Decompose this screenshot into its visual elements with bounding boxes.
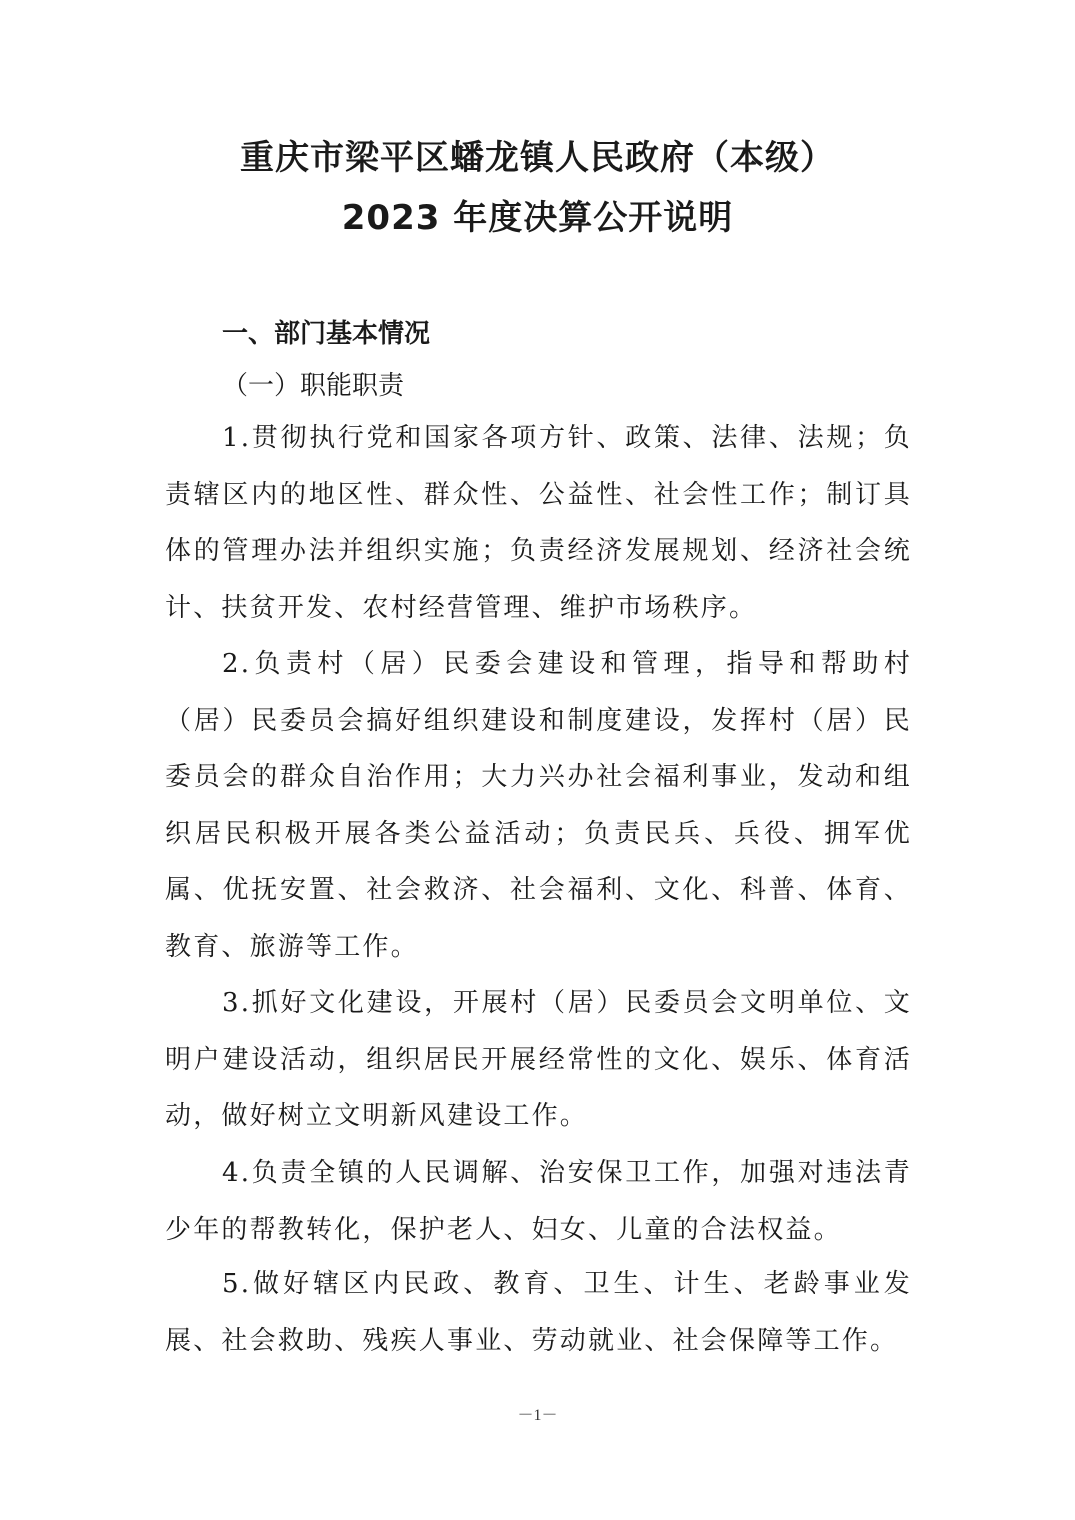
duty-paragraph-5: 5.做好辖区内民政、教育、卫生、计生、老龄事业发展、社会救助、残疾人事业、劳动就业、社会保障等工作。 — [165, 1269, 912, 1356]
duty-paragraph-3: 3.抓好文化建设，开展村（居）民委员会文明单位、文明户建设活动，组织居民开展经常性的文化、娱乐、体育活动，做好树立文明新风建设工作。 — [165, 988, 912, 1131]
document-title-line-2: 2023 年度决算公开说明 — [341, 198, 734, 238]
duty-paragraph-2: 2.负责村（居）民委会建设和管理，指导和帮助村（居）民委员会搞好组织建设和制度建设，发挥村（居）民委员会的群众自治作用；大力兴办社会福利事业，发动和组织居民积极开展各类公益活动；负责民兵、兵役、拥军优属、优抚安置、社会救济、社会福利、文化、科普、体育、教育、旅游等工作。 — [165, 649, 912, 962]
subsection-heading-duties: （一）职能职责 — [222, 371, 405, 401]
duty-paragraph-1: 1.贯彻执行党和国家各项方针、政策、法律、法规；负责辖区内的地区性、群众性、公益性、社会性工作；制订具体的管理办法并组织实施；负责经济发展规划、经济社会统计、扶贫开发、农村经营管理、维护市场秩序。 — [165, 423, 912, 623]
section-heading-basic-info: 一、部门基本情况 — [222, 319, 431, 349]
page-number: －1－ — [517, 1407, 558, 1424]
duty-paragraph-4: 4.负责全镇的人民调解、治安保卫工作，加强对违法青少年的帮教转化，保护老人、妇女、儿童的合法权益。 — [165, 1158, 912, 1245]
document-title-line-1: 重庆市梁平区蟠龙镇人民政府（本级） — [240, 138, 835, 178]
